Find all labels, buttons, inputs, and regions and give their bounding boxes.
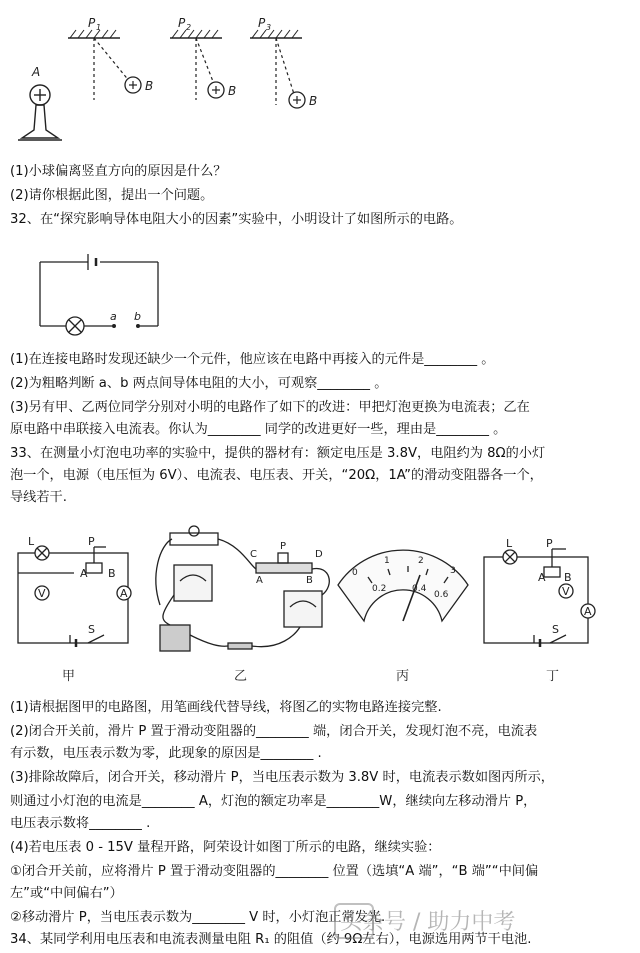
- q33-part-4a-cont: 左”或“中间偏右”）: [10, 886, 123, 901]
- svg-text:0.6: 0.6: [434, 590, 449, 600]
- q33-part-4b: ②移动滑片 P，当电压表示数为________ V 时，小灯泡正常发光.: [10, 910, 386, 925]
- caption-ding: 丁: [546, 669, 560, 684]
- q33-part-2: (2)闭合开关前，滑片 P 置于滑动变阻器的________ 端，闭合开关，发现灯泡不亮，电流表: [10, 724, 538, 739]
- svg-text:1: 1: [384, 556, 390, 566]
- svg-text:a: a: [110, 310, 117, 323]
- q32-part-3: (3)另有甲、乙两位同学分别对小明的电路作了如下的改进：甲把灯泡更换为电流表；乙在: [10, 400, 530, 415]
- q31-line-1: (1)小球偏离竖直方向的原因是什么？: [10, 164, 227, 179]
- svg-text:P: P: [178, 16, 186, 30]
- svg-text:P: P: [88, 535, 95, 548]
- svg-text:B: B: [108, 567, 116, 580]
- figure-q33-panels: [10, 525, 630, 690]
- figure-charged-balls: [10, 10, 340, 150]
- q32-title: 32、在“探究影响导体电阻大小的因素”实验中，小明设计了如图所示的电路。: [10, 212, 463, 227]
- q32-part-3b: 原电路中串联接入电流表。你认为________ 同学的改进更好一些，理由是________ 。: [10, 422, 507, 437]
- svg-text:1: 1: [96, 23, 102, 32]
- svg-text:B: B: [564, 571, 572, 584]
- q33-part-3: (3)排除故障后，闭合开关，移动滑片 P，当电压表示数为 3.8V 时，电流表示数如图丙所示，: [10, 770, 554, 785]
- q33-part-4a: ①闭合开关前，应将滑片 P 置于滑动变阻器的________ 位置（选填“A 端”，“B 端”“中间偏: [10, 864, 539, 879]
- q33-part-4: (4)若电压表 0 - 15V 量程开路，阿荣设计如图丁所示的电路，继续实验：: [10, 840, 441, 855]
- q32-part-2: (2)为粗略判断 a、b 两点间导体电阻的大小，可观察________ 。: [10, 376, 388, 391]
- label-A: A: [32, 65, 41, 79]
- svg-text:3: 3: [450, 566, 456, 576]
- svg-text:V: V: [562, 585, 570, 598]
- q33-line-3: 导线若干.: [10, 490, 67, 505]
- svg-text:3: 3: [266, 23, 272, 32]
- svg-text:V: V: [38, 587, 46, 600]
- svg-text:B: B: [145, 79, 154, 93]
- q33-part-3c: 电压表示数将________ .: [10, 816, 151, 831]
- svg-text:D: D: [315, 549, 323, 560]
- q31-line-2: (2)请你根据此图，提出一个问题。: [10, 188, 214, 203]
- figure-q32-circuit: [30, 240, 170, 340]
- q33-line-2: 泡一个，电源（电压恒为 6V）、电流表、电压表、开关，“20Ω，1A”的滑动变阻器各一个，: [10, 468, 543, 483]
- svg-text:0.2: 0.2: [372, 584, 387, 594]
- q33-line-1: 33、在测量小灯泡电功率的实验中，提供的器材有：额定电压是 3.8V，电阻约为 8Ω的小灯: [10, 446, 546, 461]
- svg-text:b: b: [134, 310, 141, 323]
- q32-part-1: (1)在连接电路时发现还缺少一个元件，他应该在电路中再接入的元件是________ 。: [10, 352, 495, 367]
- svg-text:P: P: [258, 16, 266, 30]
- svg-text:P: P: [546, 537, 553, 550]
- svg-text:P: P: [88, 16, 96, 30]
- svg-text:A: A: [538, 571, 546, 584]
- svg-text:0.4: 0.4: [412, 584, 427, 594]
- svg-text:B: B: [309, 94, 318, 108]
- svg-text:A: A: [256, 575, 263, 586]
- q33-part-3b: 则通过小灯泡的电流是________ A，灯泡的额定功率是________W，继续向左移动滑片 P，: [10, 794, 537, 809]
- svg-text:2: 2: [418, 556, 424, 566]
- caption-jia: 甲: [62, 669, 76, 684]
- caption-yi: 乙: [234, 669, 248, 684]
- q34-title: 34、某同学利用电压表和电流表测量电阻 R₁ 的阻值（约 9Ω左右），电源选用两节干电池.: [10, 932, 532, 947]
- svg-text:A: A: [584, 605, 592, 618]
- watermark-text: 头条号 / 助力中考: [340, 910, 516, 935]
- svg-text:L: L: [28, 535, 35, 548]
- svg-text:B: B: [306, 575, 313, 586]
- svg-text:P: P: [280, 541, 287, 552]
- q33-part-2b: 有示数，电压表示数为零，此现象的原因是________ .: [10, 746, 322, 761]
- svg-text:A: A: [120, 587, 128, 600]
- svg-text:S: S: [88, 623, 95, 636]
- svg-text:B: B: [228, 84, 237, 98]
- q33-part-1: (1)请根据图甲的电路图，用笔画线代替导线，将图乙的实物电路连接完整.: [10, 700, 442, 715]
- svg-text:2: 2: [186, 23, 192, 32]
- svg-text:C: C: [250, 549, 257, 560]
- svg-text:A: A: [80, 567, 88, 580]
- caption-bing: 丙: [396, 669, 410, 684]
- svg-text:S: S: [552, 623, 559, 636]
- svg-text:L: L: [506, 537, 513, 550]
- svg-text:0: 0: [352, 568, 358, 578]
